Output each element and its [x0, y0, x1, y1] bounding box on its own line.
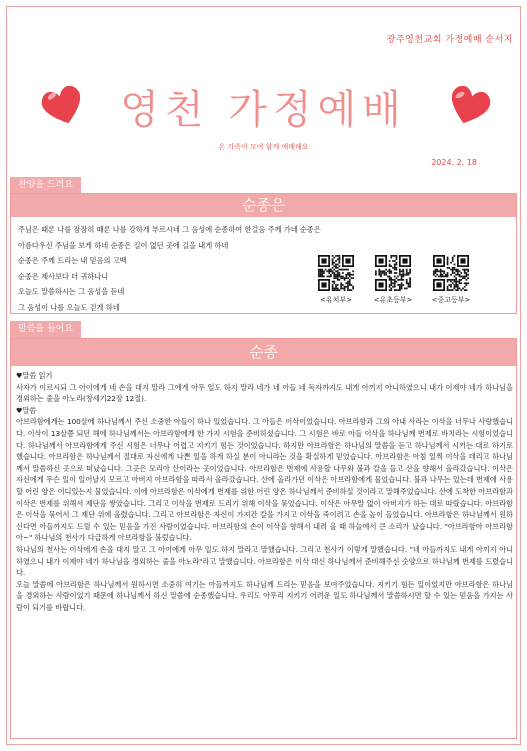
sermon-paragraph: 오늘 말씀에 아브라함은 하나님께서 원하시면 소중히 여기는 아들까지도 하나님께 드리는 믿음을 보여주었습니다. 지키기 힘든 일이었지만 아브라함은 하나님을 경외하는 사람이었기 때문에 하나님께서 하신 말씀에 순종했습니다. 우리도 아무리 지키기 어려운 일도 하나님께서 말씀하시면 할 수 있는 믿음을 가지는 사람이 되기를 바랍니다. — [16, 579, 513, 612]
sermon-paragraph: 아브라함에게는 100살에 하나님께서 주신 소중한 아들이 하나 있었습니다. 그 아들은 이삭이었습니다. 아브라함과 그의 아내 사라는 이삭을 너무나 사랑했습니다. 이삭이 13살쯤 되던 해에 하나님께서는 아브라함에게 한 가지 시험을 준비하셨습니다. 그 시험은 바로 아들 이삭을 하나님께 번제로 바치라는 시험이었습니다. 하나님께서 아브라함에게 주신 시험은 너무나 어렵고 지키기 힘든 것이었습니다. 하지만 아브라함은 하나님의 말씀을 듣고 하나님께서 시키는 대로 하기로 했습니다. 아브라함은 하나님께서 절대로 자신에게 나쁜 일을 하게 하실 분이 아니라는 것을 확실하게 믿었습니다. 아브라함은 아침 일찍 이삭을 데리고 하나님께서 말씀하신 곳으로 떠났습니다. 그곳은 모리아 산이라는 곳이었습니다. 아브라함은 번제에 사용할 나무와 불과 칼을 들고 산을 향해서 올라갔습니다. 이삭은 자신에게 무슨 일이 일어날지 모르고 아버지 아브라함을 따라서 올라갔습니다. 산에 올라가던 이삭은 아브라함에게 물었습니다. 불과 나무는 있는데 번제에 사용할 어린 양은 어디있는지 물었습니다. 이에 아브라함은 이삭에게 번제를 위한 어린 양은 하나님께서 준비하실 것이라고 말해주었습니다. 산에 도착한 아브라함과 이삭은 번제를 위해서 제단을 쌓았습니다. 그리고 이삭을 번제로 드리기 위해 이삭을 묶었습니다. 이삭은 아무말 없이 아버지가 하는 대로 따랐습니다. 아브라함은 이삭을 묶어서 그 제단 위에 올렸습니다. 그리고 아브라함은 자신이 가져간 칼을 가지고 이삭을 죽이려고 손을 높이 들었습니다. 아브라함은 하나님께서 원하신다면 아들까지도 드릴 수 있는 믿음을 가진 사람이었습니다. 아브라함의 손이 이삭을 향해서 내려 올 때 하늘에서 큰 소리가 났습니다. "아브라함아 아브라함아~" 하나님의 천사가 다급하게 아브라함을 불렀습니다. — [16, 417, 514, 543]
lyric-line: 아름다우신 주님을 보게 하네 순종은 길이 없던 곳에 길을 내게 하네 — [18, 240, 229, 250]
qr-code-elementary[interactable] — [366, 255, 420, 305]
church-name: 광주영천교회 가정예배 순서지 — [386, 35, 513, 45]
song-title: 순종은 — [241, 196, 286, 214]
lyric-line: 그 음성이 나를 오늘도 걷게 하네 — [18, 302, 120, 312]
qr-code-icon — [433, 255, 469, 291]
reading-heading: ♥말씀 읽기 — [16, 371, 53, 380]
praise-section-tab: 찬양을 드려요 — [10, 177, 81, 195]
qr-label: <중고등부> — [431, 296, 471, 304]
sermon-paragraph: 하나님의 천사는 이삭에게 손을 대지 말고 그 아이에게 아무 일도 하지 말라고 말했습니다. 그리고 천사가 이렇게 말했습니다. "네 아들까지도 내게 아끼지 아니하였으니 내가 이제야 네가 하나님을 경외하는 줄을 아노라"라고 말했습니다. 아브라함은 이삭 대신 하나님께서 준비해주신 숫양으로 하나님께 번제를 드렸습니다. — [16, 544, 513, 578]
sermon-text — [16, 370, 513, 613]
lyric-line: 오늘도 말씀하시는 그 음성을 듣네 — [18, 287, 125, 297]
page-title: 영천 가정예배 — [120, 87, 407, 133]
message-heading: ♥말씀 — [16, 405, 37, 415]
lyric-line: 순종은 제사보다 더 귀하나니 — [18, 271, 109, 281]
sermon-title: 순종 — [249, 343, 278, 361]
lyric-line: 주님은 때론 나를 잠잠히 때론 나를 강하게 부르시네 그 음성에 순종하여 한걸음 주께 가네 순종은 — [18, 225, 321, 234]
qr-label: <유치부> — [319, 296, 353, 304]
qr-code-kindergarten[interactable] — [312, 255, 360, 305]
qr-code-icon — [318, 255, 354, 291]
lyric-line: 순종은 주께 드리는 내 믿음의 고백 — [18, 256, 127, 266]
subtitle: 온 가족이 모여 함께 예배해요 — [218, 143, 309, 151]
word-section-tab: 말씀을 들어요 — [10, 321, 81, 339]
scripture-reading: 사자가 이르시되 그 아이에게 네 손을 대지 말라 그에게 아무 일도 하지 말라 네가 네 아들 네 독자까지도 내게 아끼지 아니하였으니 내가 이제야 네가 하나님을 경외하는 줄을 아노라(창세기22장 12절). — [16, 382, 513, 404]
service-date: 2024. 2. 18 — [431, 158, 477, 167]
qr-label: <유초등부> — [373, 296, 413, 304]
qr-code-youth[interactable] — [424, 255, 478, 305]
qr-code-icon — [375, 255, 411, 291]
